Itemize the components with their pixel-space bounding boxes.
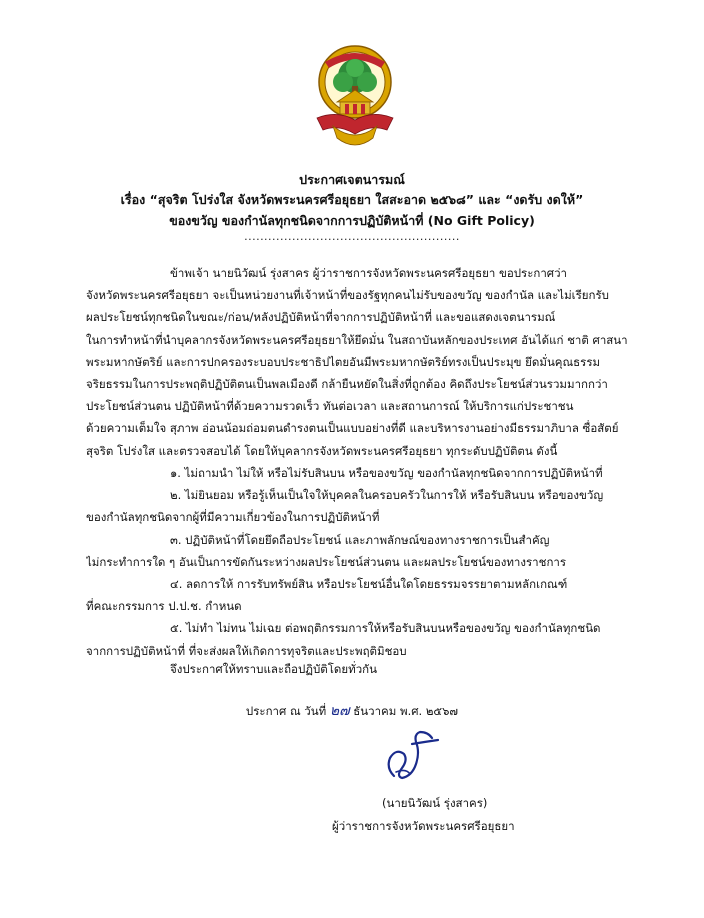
paragraph-line: ด้วยความเต็มใจ สุภาพ อ่อนน้อมถ่อมตนดำรงตนเป็นแบบอย่างที่ดี และบริหารงานอย่างมีธรรมาภิบาล ซื่อสัตย์ xyxy=(86,421,619,436)
list-item: ๓. ปฏิบัติหน้าที่โดยยึดถือประโยชน์ และภาพลักษณ์ของทางราชการเป็นสำคัญ xyxy=(170,532,550,547)
list-item-continuation: ของกำนัลทุกชนิดจากผู้ที่มีความเกี่ยวข้องในการปฏิบัติหน้าที่ xyxy=(86,510,380,525)
paragraph-line: ประโยชน์ส่วนตน ปฏิบัติหน้าที่ด้วยความรวดเร็ว ทันต่อเวลา และสถานการณ์ ให้บริการแก่ประชาชน xyxy=(86,399,574,414)
list-item: ๒. ไม่ยินยอม หรือรู้เห็นเป็นใจให้บุคคลในครอบครัวในการให้ หรือรับสินบน หรือของขวัญ xyxy=(170,488,604,503)
announcement-date xyxy=(0,700,704,722)
list-item-continuation: จากการปฏิบัติหน้าที่ ที่จะส่งผลให้เกิดการทุจริตและประพฤติมิชอบ xyxy=(86,643,407,658)
list-item: ๑. ไม่ถามนำ ไม่ให้ หรือไม่รับสินบน หรือของขวัญ ของกำนัลทุกชนิดจากการปฏิบัติหน้าที่ xyxy=(170,466,603,480)
body-paragraph xyxy=(86,262,646,462)
provincial-seal-emblem xyxy=(307,40,403,160)
date-month-year: ธันวาคม พ.ศ. ๒๕๖๗ xyxy=(353,704,459,718)
paragraph-line: พระมหากษัตริย์ และการปกครองระบอบประชาธิปไตยอันมีพระมหากษัตริย์ทรงเป็นประมุข ยึดมั่นคุณธรรม xyxy=(86,354,601,369)
signatory-position: ผู้ว่าราชการจังหวัดพระนครศรีอยุธยา xyxy=(332,819,515,833)
paragraph-line: สุจริต โปร่งใส และตรวจสอบได้ โดยให้บุคลากรจังหวัดพระนครศรีอยุธยา ทุกระดับปฏิบัติตน ดังนี้ xyxy=(86,443,558,458)
list-item-continuation: ไม่กระทำการใด ๆ อันเป็นการขัดกันระหว่างผลประโยชน์ส่วนตน และผลประโยชน์ของทางราชการ xyxy=(86,554,567,569)
paragraph-line: ในการทำหน้าที่นำบุคลากรจังหวัดพระนครศรีอยุธยาให้ยึดมั่น ในสถาบันหลักของประเทศ อันได้แก่ ชาติ ศาสนา xyxy=(86,332,628,347)
date-prefix: ประกาศ ณ วันที่ xyxy=(245,704,327,718)
subject-line-1: เรื่อง “สุจริต โปร่งใส จังหวัดพระนครศรีอยุธยา ใสสะอาด ๒๕๖๘” และ “งดรับ งดให้” xyxy=(120,192,584,207)
list-item: ๔. ลดการให้ การรับทรัพย์สิน หรือประโยชน์อื่นใดโดยธรรมจรรยาตามหลักเกณฑ์ xyxy=(170,576,568,591)
paragraph-line: ผลประโยชน์ทุกชนิดในขณะ/ก่อน/หลังปฏิบัติหน้าที่จากการปฏิบัติหน้าที่ และขอแสดงเจตนารมณ์ xyxy=(86,310,556,325)
rules-list xyxy=(86,462,646,662)
paragraph-line: ข้าพเจ้า นายนิวัฒน์ รุ่งสาคร ผู้ว่าราชการจังหวัดพระนครศรีอยุธยา ขอประกาศว่า xyxy=(170,266,568,280)
paragraph-line: จังหวัดพระนครศรีอยุธยา จะเป็นหน่วยงานที่เจ้าหน้าที่ของรัฐทุกคนไม่รับของขวัญ ของกำนัล และไม่เรียกรับ xyxy=(86,288,609,303)
date-day-handwritten: ๒๗ xyxy=(329,703,350,719)
paragraph-line: จริยธรรมในการประพฤติปฏิบัติตนเป็นพลเมืองดี กล้ายืนหยัดในสิ่งที่ถูกต้อง คิดถึงประโยชน์ส่วนรวมมากกว่า xyxy=(86,376,608,391)
closing-statement: จึงประกาศให้ทราบและถือปฏิบัติโดยทั่วกัน xyxy=(170,662,377,676)
subject-line-2: ของขวัญ ของกำนัลทุกชนิดจากการปฏิบัติหน้าที่ (No Gift Policy) xyxy=(169,213,535,228)
separator-dots: ...................................................... xyxy=(244,230,460,243)
signature-image xyxy=(372,724,442,784)
signatory-name: (นายนิวัฒน์ รุ่งสาคร) xyxy=(382,796,488,810)
list-item: ๕. ไม่ทำ ไม่ทน ไม่เฉย ต่อพฤติกรรมการให้หรือรับสินบนหรือของขวัญ ของกำนัลทุกชนิด xyxy=(170,621,601,636)
list-item-continuation: ที่คณะกรรมการ ป.ป.ช. กำหนด xyxy=(86,599,242,614)
document-title: ประกาศเจตนารมณ์ xyxy=(299,172,405,187)
